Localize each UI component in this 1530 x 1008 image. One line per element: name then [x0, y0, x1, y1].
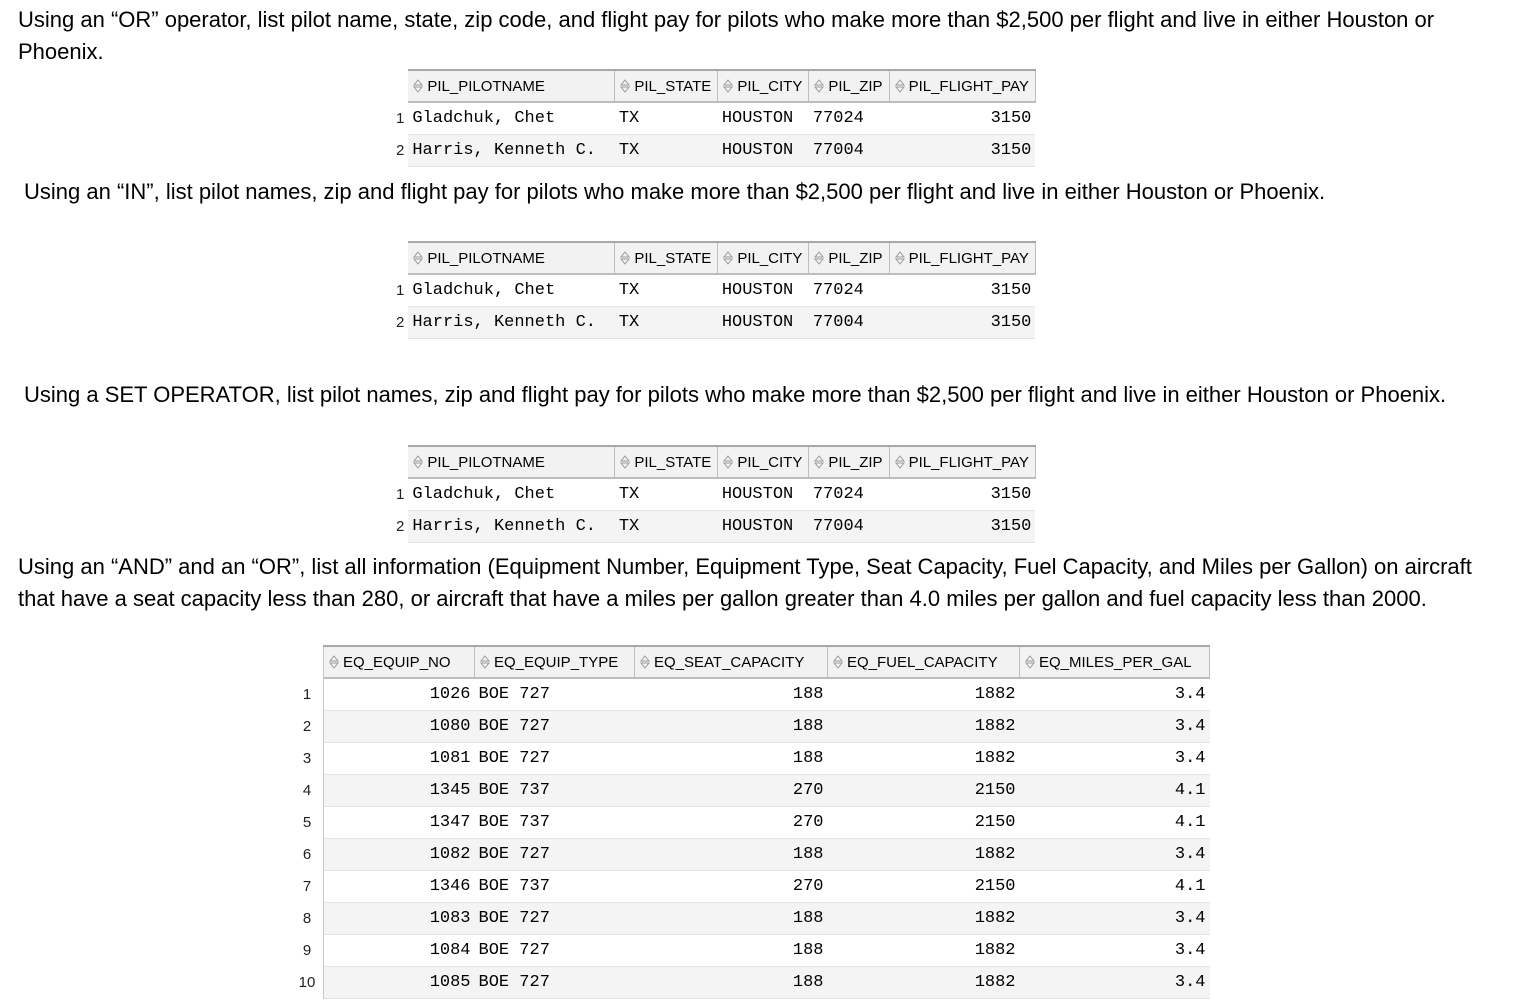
- column-header-flight-pay[interactable]: PIL_FLIGHT_PAY: [889, 70, 1035, 102]
- cell-fuel-capacity[interactable]: 1882: [828, 743, 1020, 775]
- table-row[interactable]: [289, 807, 1210, 839]
- cell-seat-capacity[interactable]: 188: [635, 935, 828, 967]
- cell-equip-type[interactable]: BOE 727: [475, 678, 635, 711]
- cell-miles-per-gal[interactable]: 4.1: [1020, 871, 1210, 903]
- cell-equip-no[interactable]: 1082: [324, 839, 475, 871]
- cell-equip-no[interactable]: 1026: [324, 678, 475, 711]
- cell-equip-type[interactable]: BOE 737: [475, 871, 635, 903]
- cell-city[interactable]: HOUSTON: [718, 511, 809, 543]
- cell-state[interactable]: TX: [615, 307, 718, 339]
- sort-arrows-icon[interactable]: [832, 655, 844, 669]
- cell-zip[interactable]: 77024: [809, 274, 889, 307]
- cell-zip[interactable]: 77004: [809, 307, 889, 339]
- row-number: 1: [396, 485, 405, 503]
- sort-arrows-icon[interactable]: [894, 79, 906, 93]
- sort-arrows-icon[interactable]: [412, 79, 424, 93]
- cell-miles-per-gal[interactable]: 3.4: [1020, 839, 1210, 871]
- cell-state[interactable]: TX: [615, 511, 718, 543]
- sort-arrows-icon[interactable]: [722, 251, 734, 265]
- cell-zip[interactable]: 77024: [809, 478, 889, 511]
- cell-fuel-capacity[interactable]: 1882: [828, 711, 1020, 743]
- prompt-in-operator: Using an “IN”, list pilot names, zip and flight pay for pilots who make more than $2,500 per flight and live in either Houston or Phoenix.: [24, 179, 1326, 204]
- cell-city[interactable]: HOUSTON: [718, 102, 809, 135]
- cell-flight-pay[interactable]: 3150: [889, 478, 1035, 511]
- sort-arrows-icon[interactable]: [894, 251, 906, 265]
- table-row[interactable]: [289, 775, 1210, 807]
- column-header-city[interactable]: PIL_CITY: [718, 242, 809, 274]
- cell-fuel-capacity[interactable]: 1882: [828, 967, 1020, 999]
- cell-seat-capacity[interactable]: 270: [635, 807, 828, 839]
- table-row[interactable]: [289, 678, 1210, 711]
- cell-zip[interactable]: 77004: [809, 511, 889, 543]
- sort-arrows-icon[interactable]: [619, 455, 631, 469]
- cell-fuel-capacity[interactable]: 1882: [828, 935, 1020, 967]
- cell-seat-capacity[interactable]: 188: [635, 839, 828, 871]
- sort-arrows-icon[interactable]: [412, 251, 424, 265]
- prompt-or-operator: Using an “OR” operator, list pilot name, state, zip code, and flight pay for pilots who make more than $2,500 per flight and live in either Houston or Phoenix.: [18, 7, 1435, 64]
- cell-state[interactable]: TX: [615, 478, 718, 511]
- cell-equip-type[interactable]: BOE 737: [475, 807, 635, 839]
- cell-miles-per-gal[interactable]: 3.4: [1020, 903, 1210, 935]
- pilot-result-grid-or: [390, 69, 1036, 167]
- cell-seat-capacity[interactable]: 188: [635, 711, 828, 743]
- row-number-header: [289, 646, 324, 678]
- table-row[interactable]: [289, 743, 1210, 775]
- table-row[interactable]: [390, 478, 1035, 511]
- table-row[interactable]: [289, 839, 1210, 871]
- row-number: 3: [289, 743, 324, 775]
- row-number: 7: [289, 871, 324, 903]
- cell-equip-no[interactable]: 1085: [324, 967, 475, 999]
- column-header-flight-pay[interactable]: PIL_FLIGHT_PAY: [889, 446, 1035, 478]
- prompt-set-operator: Using a SET OPERATOR, list pilot names, zip and flight pay for pilots who make more than $2,500 per flight and live in either Houston or Phoenix.: [24, 382, 1447, 407]
- cell-seat-capacity[interactable]: 188: [635, 743, 828, 775]
- sort-arrows-icon[interactable]: [722, 455, 734, 469]
- row-number: 2: [289, 711, 324, 743]
- cell-equip-no[interactable]: 1081: [324, 743, 475, 775]
- table-row[interactable]: [390, 135, 1035, 167]
- sort-arrows-icon[interactable]: [813, 251, 825, 265]
- row-number-header: [390, 242, 408, 274]
- cell-equip-type[interactable]: BOE 727: [475, 743, 635, 775]
- table-row[interactable]: [390, 102, 1035, 135]
- cell-fuel-capacity[interactable]: 2150: [828, 775, 1020, 807]
- cell-miles-per-gal[interactable]: 4.1: [1020, 775, 1210, 807]
- column-header-city[interactable]: PIL_CITY: [718, 70, 809, 102]
- cell-city[interactable]: HOUSTON: [718, 274, 809, 307]
- cell-equip-type[interactable]: BOE 727: [475, 935, 635, 967]
- sort-arrows-icon[interactable]: [813, 455, 825, 469]
- column-header-seat-capacity[interactable]: EQ_SEAT_CAPACITY: [635, 646, 828, 678]
- cell-miles-per-gal[interactable]: 3.4: [1020, 711, 1210, 743]
- cell-city[interactable]: HOUSTON: [718, 478, 809, 511]
- table-row[interactable]: [289, 935, 1210, 967]
- cell-seat-capacity[interactable]: 270: [635, 871, 828, 903]
- cell-seat-capacity[interactable]: 188: [635, 967, 828, 999]
- cell-pilotname[interactable]: Harris, Kenneth C.: [408, 307, 615, 339]
- cell-pilotname[interactable]: Harris, Kenneth C.: [408, 511, 615, 543]
- cell-city[interactable]: HOUSTON: [718, 135, 809, 167]
- cell-miles-per-gal[interactable]: 3.4: [1020, 678, 1210, 711]
- column-header-equip-no[interactable]: EQ_EQUIP_NO: [324, 646, 475, 678]
- cell-equip-type[interactable]: BOE 727: [475, 903, 635, 935]
- cell-miles-per-gal[interactable]: 3.4: [1020, 935, 1210, 967]
- cell-pilotname[interactable]: Gladchuk, Chet: [408, 102, 615, 135]
- cell-pilotname[interactable]: Harris, Kenneth C.: [408, 135, 615, 167]
- cell-fuel-capacity[interactable]: 1882: [828, 678, 1020, 711]
- equipment-result-grid: [289, 645, 1210, 999]
- cell-flight-pay[interactable]: 3150: [889, 135, 1035, 167]
- column-header-miles-per-gal[interactable]: EQ_MILES_PER_GAL: [1020, 646, 1210, 678]
- table-row[interactable]: [289, 871, 1210, 903]
- row-number-header: [390, 446, 408, 478]
- table-row[interactable]: [390, 511, 1035, 543]
- cell-zip[interactable]: 77024: [809, 102, 889, 135]
- row-number: 1: [289, 678, 324, 711]
- prompt-and-or-operator: Using an “AND” and an “OR”, list all information (Equipment Number, Equipment Type, Seat Capacity, Fuel Capacity, and Miles per Gallon) on aircraft that have a seat capacity less than 280, or aircraft that have a miles per gallon greater than 4.0 miles per gallon and fuel capacity less than 2000.: [18, 554, 1472, 611]
- row-number: 8: [289, 903, 324, 935]
- sort-arrows-icon[interactable]: [619, 251, 631, 265]
- column-header-fuel-capacity[interactable]: EQ_FUEL_CAPACITY: [828, 646, 1020, 678]
- cell-city[interactable]: HOUSTON: [718, 307, 809, 339]
- cell-equip-no[interactable]: 1346: [324, 871, 475, 903]
- row-number: 1: [396, 281, 405, 299]
- cell-equip-type[interactable]: BOE 727: [475, 967, 635, 999]
- column-header-city[interactable]: PIL_CITY: [718, 446, 809, 478]
- row-number: 2: [396, 314, 405, 331]
- row-number: 10: [289, 967, 324, 999]
- cell-fuel-capacity[interactable]: 2150: [828, 807, 1020, 839]
- cell-state[interactable]: TX: [615, 274, 718, 307]
- sort-arrows-icon[interactable]: [813, 79, 825, 93]
- column-header-equip-type[interactable]: EQ_EQUIP_TYPE: [475, 646, 635, 678]
- cell-fuel-capacity[interactable]: 2150: [828, 871, 1020, 903]
- cell-equip-no[interactable]: 1083: [324, 903, 475, 935]
- sort-arrows-icon[interactable]: [1024, 655, 1036, 669]
- cell-fuel-capacity[interactable]: 1882: [828, 839, 1020, 871]
- sort-arrows-icon[interactable]: [894, 455, 906, 469]
- table-row[interactable]: [289, 711, 1210, 743]
- column-header-pilotname[interactable]: PIL_PILOTNAME: [408, 70, 615, 102]
- row-number-header: [390, 70, 408, 102]
- cell-miles-per-gal[interactable]: 3.4: [1020, 967, 1210, 999]
- row-number: 2: [396, 518, 405, 535]
- column-header-zip[interactable]: PIL_ZIP: [809, 242, 889, 274]
- row-number: 1: [396, 109, 405, 127]
- cell-flight-pay[interactable]: 3150: [889, 307, 1035, 339]
- row-number: 6: [289, 839, 324, 871]
- column-header-pilotname[interactable]: PIL_PILOTNAME: [408, 446, 615, 478]
- cell-equip-type[interactable]: BOE 727: [475, 711, 635, 743]
- cell-equip-no[interactable]: 1084: [324, 935, 475, 967]
- cell-equip-type[interactable]: BOE 727: [475, 839, 635, 871]
- cell-flight-pay[interactable]: 3150: [889, 102, 1035, 135]
- sort-arrows-icon[interactable]: [328, 655, 340, 669]
- column-header-flight-pay[interactable]: PIL_FLIGHT_PAY: [889, 242, 1035, 274]
- cell-state[interactable]: TX: [615, 102, 718, 135]
- table-row[interactable]: [289, 967, 1210, 999]
- sort-arrows-icon[interactable]: [639, 655, 651, 669]
- sort-arrows-icon[interactable]: [412, 455, 424, 469]
- column-header-state[interactable]: PIL_STATE: [615, 242, 718, 274]
- cell-fuel-capacity[interactable]: 1882: [828, 903, 1020, 935]
- pilot-result-grid-in: [390, 241, 1036, 339]
- cell-flight-pay[interactable]: 3150: [889, 274, 1035, 307]
- cell-flight-pay[interactable]: 3150: [889, 511, 1035, 543]
- table-row[interactable]: [390, 307, 1035, 339]
- column-header-pilotname[interactable]: PIL_PILOTNAME: [408, 242, 615, 274]
- cell-equip-no[interactable]: 1080: [324, 711, 475, 743]
- sort-arrows-icon[interactable]: [479, 655, 491, 669]
- cell-equip-no[interactable]: 1345: [324, 775, 475, 807]
- pilot-result-grid-set: [390, 445, 1036, 543]
- column-header-state[interactable]: PIL_STATE: [615, 446, 718, 478]
- cell-miles-per-gal[interactable]: 3.4: [1020, 743, 1210, 775]
- row-number: 9: [289, 935, 324, 967]
- table-row[interactable]: [390, 274, 1035, 307]
- column-header-state[interactable]: PIL_STATE: [615, 70, 718, 102]
- row-number: 4: [289, 775, 324, 807]
- row-number: 2: [396, 142, 405, 159]
- cell-pilotname[interactable]: Gladchuk, Chet: [408, 274, 615, 307]
- sort-arrows-icon[interactable]: [619, 79, 631, 93]
- cell-seat-capacity[interactable]: 188: [635, 678, 828, 711]
- column-header-zip[interactable]: PIL_ZIP: [809, 70, 889, 102]
- cell-equip-type[interactable]: BOE 737: [475, 775, 635, 807]
- table-row[interactable]: [289, 903, 1210, 935]
- row-number: 5: [289, 807, 324, 839]
- cell-zip[interactable]: 77004: [809, 135, 889, 167]
- column-header-zip[interactable]: PIL_ZIP: [809, 446, 889, 478]
- cell-pilotname[interactable]: Gladchuk, Chet: [408, 478, 615, 511]
- cell-seat-capacity[interactable]: 188: [635, 903, 828, 935]
- cell-seat-capacity[interactable]: 270: [635, 775, 828, 807]
- cell-state[interactable]: TX: [615, 135, 718, 167]
- sort-arrows-icon[interactable]: [722, 79, 734, 93]
- cell-miles-per-gal[interactable]: 4.1: [1020, 807, 1210, 839]
- cell-equip-no[interactable]: 1347: [324, 807, 475, 839]
